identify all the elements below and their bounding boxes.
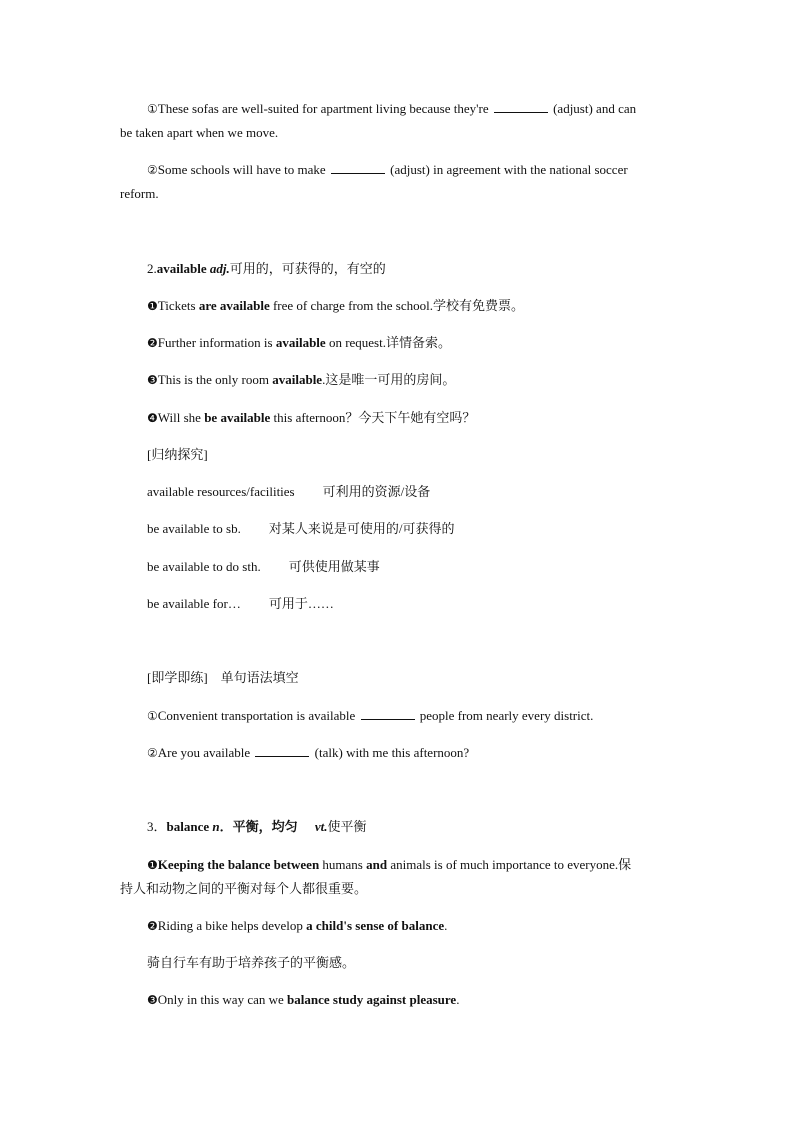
phrase-row <box>147 596 334 612</box>
exercise-item-1-continued: be taken apart when we move. <box>120 125 279 140</box>
example-marker: ❸ <box>147 373 158 387</box>
item-text: These sofas are well-suited for apartment living because they're <box>157 101 489 116</box>
entry-meaning: 使平衡 <box>327 819 367 834</box>
example-keyword: Keeping the balance between <box>157 857 320 872</box>
item-text: Are you available <box>157 745 251 760</box>
example-sentence-continued: 持人和动物之间的平衡对每个人都很重要。 <box>120 881 368 896</box>
example-text: Further information is <box>157 335 276 350</box>
example-translation: 骑自行车有助于培养孩子的平衡感。 <box>147 955 356 970</box>
example-text: Riding a bike helps develop <box>157 918 307 933</box>
answer-blank[interactable] <box>331 162 385 174</box>
example-text: on request.详情备索。 <box>325 335 451 350</box>
entry-word: balance <box>166 819 210 834</box>
example-text: .这是唯一可用的房间。 <box>322 372 456 387</box>
phrase-en: be available to do sth. <box>147 559 261 574</box>
entry-number: 2. <box>147 261 157 276</box>
entry-number: 3． <box>147 819 167 834</box>
item-marker: ② <box>147 163 158 177</box>
exercise-item-2-continued: reform. <box>120 186 159 201</box>
example-sentence <box>147 372 455 388</box>
phrase-row <box>147 559 380 575</box>
item-text: people from nearly every district. <box>419 708 594 723</box>
phrase-en: be available to sb. <box>147 521 241 536</box>
phrase-en: be available for… <box>147 596 241 611</box>
entry-meaning: 可用的，可获得的，有空的 <box>229 261 386 276</box>
example-marker: ❹ <box>147 411 158 425</box>
example-sentence <box>147 992 459 1008</box>
example-marker: ❷ <box>147 336 158 350</box>
answer-blank[interactable] <box>361 708 415 720</box>
example-text: free of charge from the school.学校有免费票。 <box>269 298 524 313</box>
example-text: Will she <box>157 410 205 425</box>
example-sentence <box>147 410 475 426</box>
answer-blank[interactable] <box>255 745 309 757</box>
phrase-row <box>147 521 454 537</box>
entry-pos: n <box>212 819 220 834</box>
example-text: Only in this way can we <box>157 992 288 1007</box>
item-text: Convenient transportation is available <box>157 708 356 723</box>
example-keyword: are available <box>198 298 270 313</box>
example-keyword: and <box>366 857 388 872</box>
example-text: Tickets <box>157 298 199 313</box>
phrase-zh: 可供使用做某事 <box>288 559 380 574</box>
example-sentence <box>147 918 447 934</box>
example-keyword: balance study against pleasure <box>287 992 457 1007</box>
example-keyword: be available <box>204 410 271 425</box>
item-marker: ① <box>147 709 158 723</box>
example-text: This is the only room <box>157 372 273 387</box>
answer-blank[interactable] <box>494 101 548 113</box>
example-keyword: available <box>275 335 326 350</box>
example-text: . <box>444 918 448 933</box>
example-text: humans <box>319 857 367 872</box>
example-marker: ❸ <box>147 993 158 1007</box>
item-marker: ① <box>147 102 158 116</box>
entry-pos: adj. <box>209 261 230 276</box>
exercise-item-1 <box>147 101 636 117</box>
item-text: (adjust) and can <box>553 101 637 116</box>
item-text: Some schools will have to make <box>157 162 326 177</box>
summary-title: [归纳探究] <box>147 447 208 462</box>
entry-pos: vt. <box>314 819 328 834</box>
item-text: (talk) with me this afternoon? <box>314 745 470 760</box>
example-sentence <box>147 335 451 351</box>
phrase-row <box>147 484 430 500</box>
example-keyword: available <box>272 372 323 387</box>
example-text: animals is of much importance to everyone.保 <box>387 857 632 872</box>
exercise-item-2 <box>147 162 628 178</box>
phrase-zh: 可利用的资源/设备 <box>322 484 431 499</box>
example-sentence <box>147 298 524 314</box>
phrase-en: available resources/facilities <box>147 484 295 499</box>
phrase-zh: 可用于…… <box>268 596 334 611</box>
example-sentence <box>147 857 631 873</box>
entry-meaning: ．平衡，均匀 <box>219 819 298 834</box>
item-marker: ② <box>147 746 158 760</box>
example-marker: ❶ <box>147 299 158 313</box>
example-text: . <box>456 992 460 1007</box>
practice-title: [即学即练] 单句语法填空 <box>147 670 299 685</box>
entry-heading-balance <box>147 819 367 835</box>
practice-item-1 <box>147 708 593 724</box>
example-text: this afternoon？今天下午她有空吗？ <box>270 410 476 425</box>
example-marker: ❷ <box>147 919 158 933</box>
example-keyword: a child's sense of balance <box>306 918 445 933</box>
entry-heading-available <box>147 261 386 277</box>
item-text: (adjust) in agreement with the national soccer <box>390 162 628 177</box>
entry-word: available <box>156 261 207 276</box>
example-marker: ❶ <box>147 858 158 872</box>
phrase-zh: 对某人来说是可使用的/可获得的 <box>268 521 455 536</box>
practice-item-2 <box>147 745 469 761</box>
